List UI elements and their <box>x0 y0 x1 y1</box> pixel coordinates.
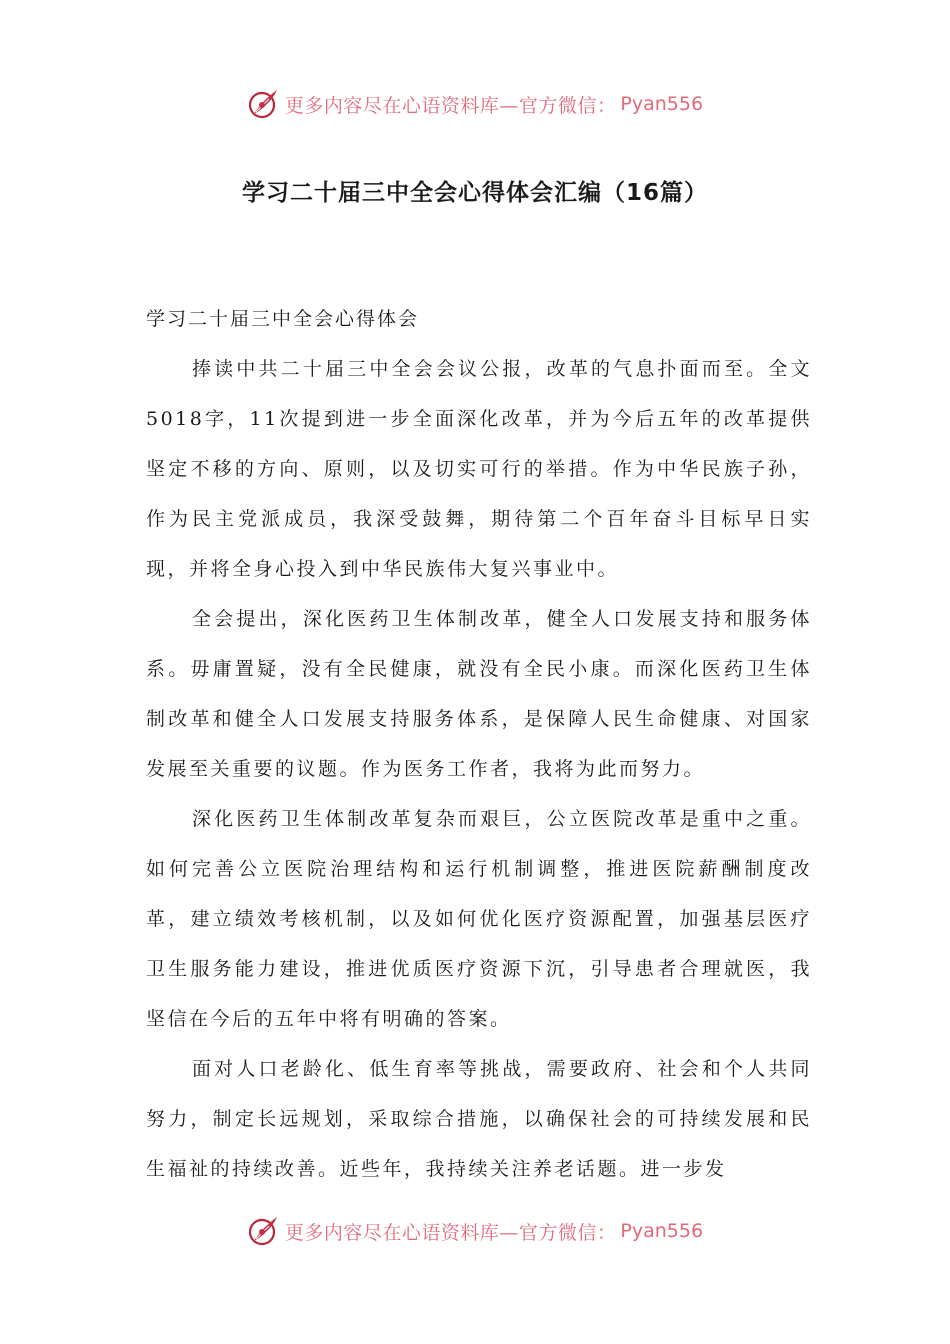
section-title: 学习二十届三中全会心得体会 <box>146 308 420 330</box>
paragraph: 深化医药卫生体制改革复杂而艰巨，公立医院改革是重中之重。如何完善公立医院治理结构和运行机制调整，推进医院薪酬制度改革，建立绩效考核机制，以及如何优化医疗资源配置，加强基层医疗卫生服务能力建设，推进优质医疗资源下沉，引导患者合理就医，我坚信在今后的五年中将有明确的答案。 <box>146 808 812 1030</box>
document-title: 学习二十届三中全会心得体会汇编（16篇） <box>241 180 708 206</box>
wechat-id: Pyan556 <box>620 1220 704 1242</box>
banner-text: 更多内容尽在心语资料库—官方微信： <box>284 1221 617 1244</box>
header-banner <box>0 84 950 124</box>
quill-pen-circle-icon <box>247 87 281 121</box>
paragraph: 捧读中共二十届三中全会会议公报，改革的气息扑面而至。全文5018字，11次提到进一步全面深化改革，并为今后五年的改革提供坚定不移的方向、原则，以及切实可行的举措。作为中华民族子孙，作为民主党派成员，我深受鼓舞，期待第二个百年奋斗目标早日实现，并将全身心投入到中华民族伟大复兴事业中。 <box>146 358 812 580</box>
wechat-id: Pyan556 <box>620 93 704 115</box>
quill-pen-circle-icon <box>247 1214 281 1248</box>
document-body <box>146 294 812 1198</box>
banner-text: 更多内容尽在心语资料库—官方微信： <box>284 94 617 117</box>
footer-banner <box>0 1211 950 1251</box>
paragraph: 面对人口老龄化、低生育率等挑战，需要政府、社会和个人共同努力，制定长远规划，采取综合措施，以确保社会的可持续发展和民生福祉的持续改善。近些年，我持续关注养老话题。进一步发 <box>146 1058 812 1180</box>
paragraph: 全会提出，深化医药卫生体制改革，健全人口发展支持和服务体系。毋庸置疑，没有全民健康，就没有全民小康。而深化医药卫生体制改革和健全人口发展支持服务体系，是保障人民生命健康、对国家发展至关重要的议题。作为医务工作者，我将为此而努力。 <box>146 608 812 780</box>
